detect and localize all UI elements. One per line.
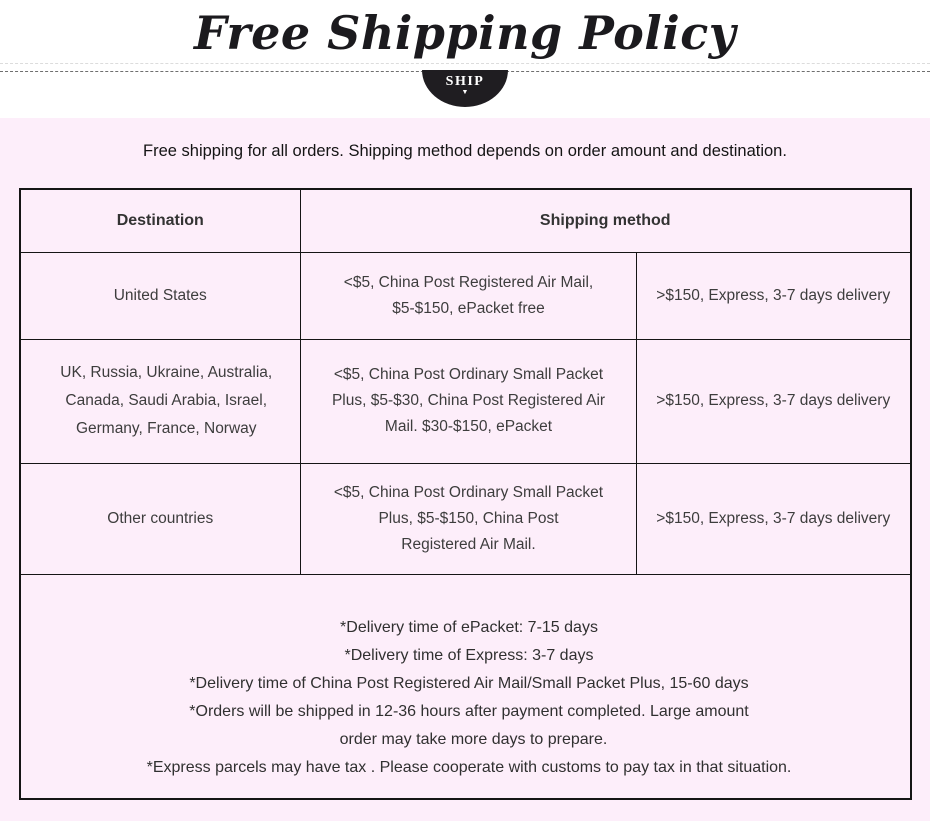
masthead (0, 0, 930, 118)
divider-dashed-light (0, 63, 930, 64)
policy-panel (0, 118, 930, 821)
shipping-method-line: Mail. $30-$150, ePacket (384, 418, 553, 435)
table-row-other-countries (20, 463, 911, 574)
express-cell (637, 463, 911, 574)
note-express-tax: *Express parcels may have tax . Please cooperate with customs to pay tax in that situation. (146, 759, 792, 777)
table-row-multi-countries (20, 339, 911, 463)
intro-text: Free shipping for all orders. Shipping method depends on order amount and destination. (143, 142, 787, 160)
shipping-method-line: <$5, China Post Ordinary Small Packet (333, 483, 604, 501)
shipping-method-line: <$5, China Post Registered Air Mail, (343, 273, 594, 291)
shipping-method-cell (301, 339, 637, 463)
destination-cell (20, 463, 301, 574)
column-header-shipping-method: Shipping method (301, 189, 911, 252)
ship-badge (422, 70, 508, 107)
column-header-destination: Destination (20, 189, 301, 252)
note-shipping-hours-continued: order may take more days to prepare. (339, 731, 608, 749)
destination-text: Other countries (107, 509, 214, 527)
shipping-method-line: Plus, $5-$30, China Post Registered Air (331, 392, 606, 409)
table-row-notes (20, 574, 911, 799)
destination-line: Germany, France, Norway (75, 420, 257, 437)
table-row-united-states (20, 252, 911, 339)
express-text: >$150, Express, 3-7 days delivery (656, 392, 891, 409)
shipping-method-cell (301, 252, 637, 339)
notes-cell (20, 574, 911, 799)
shipping-method-line: $5-$150, ePacket free (392, 299, 545, 317)
destination-cell (20, 252, 301, 339)
express-text: >$150, Express, 3-7 days delivery (656, 286, 891, 304)
destination-line: UK, Russia, Ukraine, Australia, (60, 364, 273, 381)
shipping-method-cell (301, 463, 637, 574)
destination-cell (20, 339, 301, 463)
chevron-down-icon: ▼ (461, 89, 469, 96)
express-cell (637, 339, 911, 463)
note-delivery-express: *Delivery time of Express: 3-7 days (344, 647, 594, 665)
page-title: Free Shipping Policy (194, 6, 736, 60)
ship-badge-label: SHIP (445, 74, 485, 89)
express-cell (637, 252, 911, 339)
destination-line: Canada, Saudi Arabia, Israel, (65, 392, 268, 409)
shipping-method-line: Plus, $5-$150, China Post (378, 509, 559, 527)
shipping-table (19, 188, 912, 800)
express-text: >$150, Express, 3-7 days delivery (656, 509, 891, 527)
shipping-method-line: <$5, China Post Ordinary Small Packet (333, 366, 604, 383)
shipping-method-line: Registered Air Mail. (401, 535, 536, 553)
table-header-row (20, 189, 911, 252)
note-delivery-epacket: *Delivery time of ePacket: 7-15 days (340, 619, 598, 637)
note-shipping-hours: *Orders will be shipped in 12-36 hours after payment completed. Large amount (189, 703, 749, 721)
destination-text: United States (113, 286, 207, 304)
note-delivery-airmail: *Delivery time of China Post Registered Air Mail/Small Packet Plus, 15-60 days (189, 675, 749, 693)
